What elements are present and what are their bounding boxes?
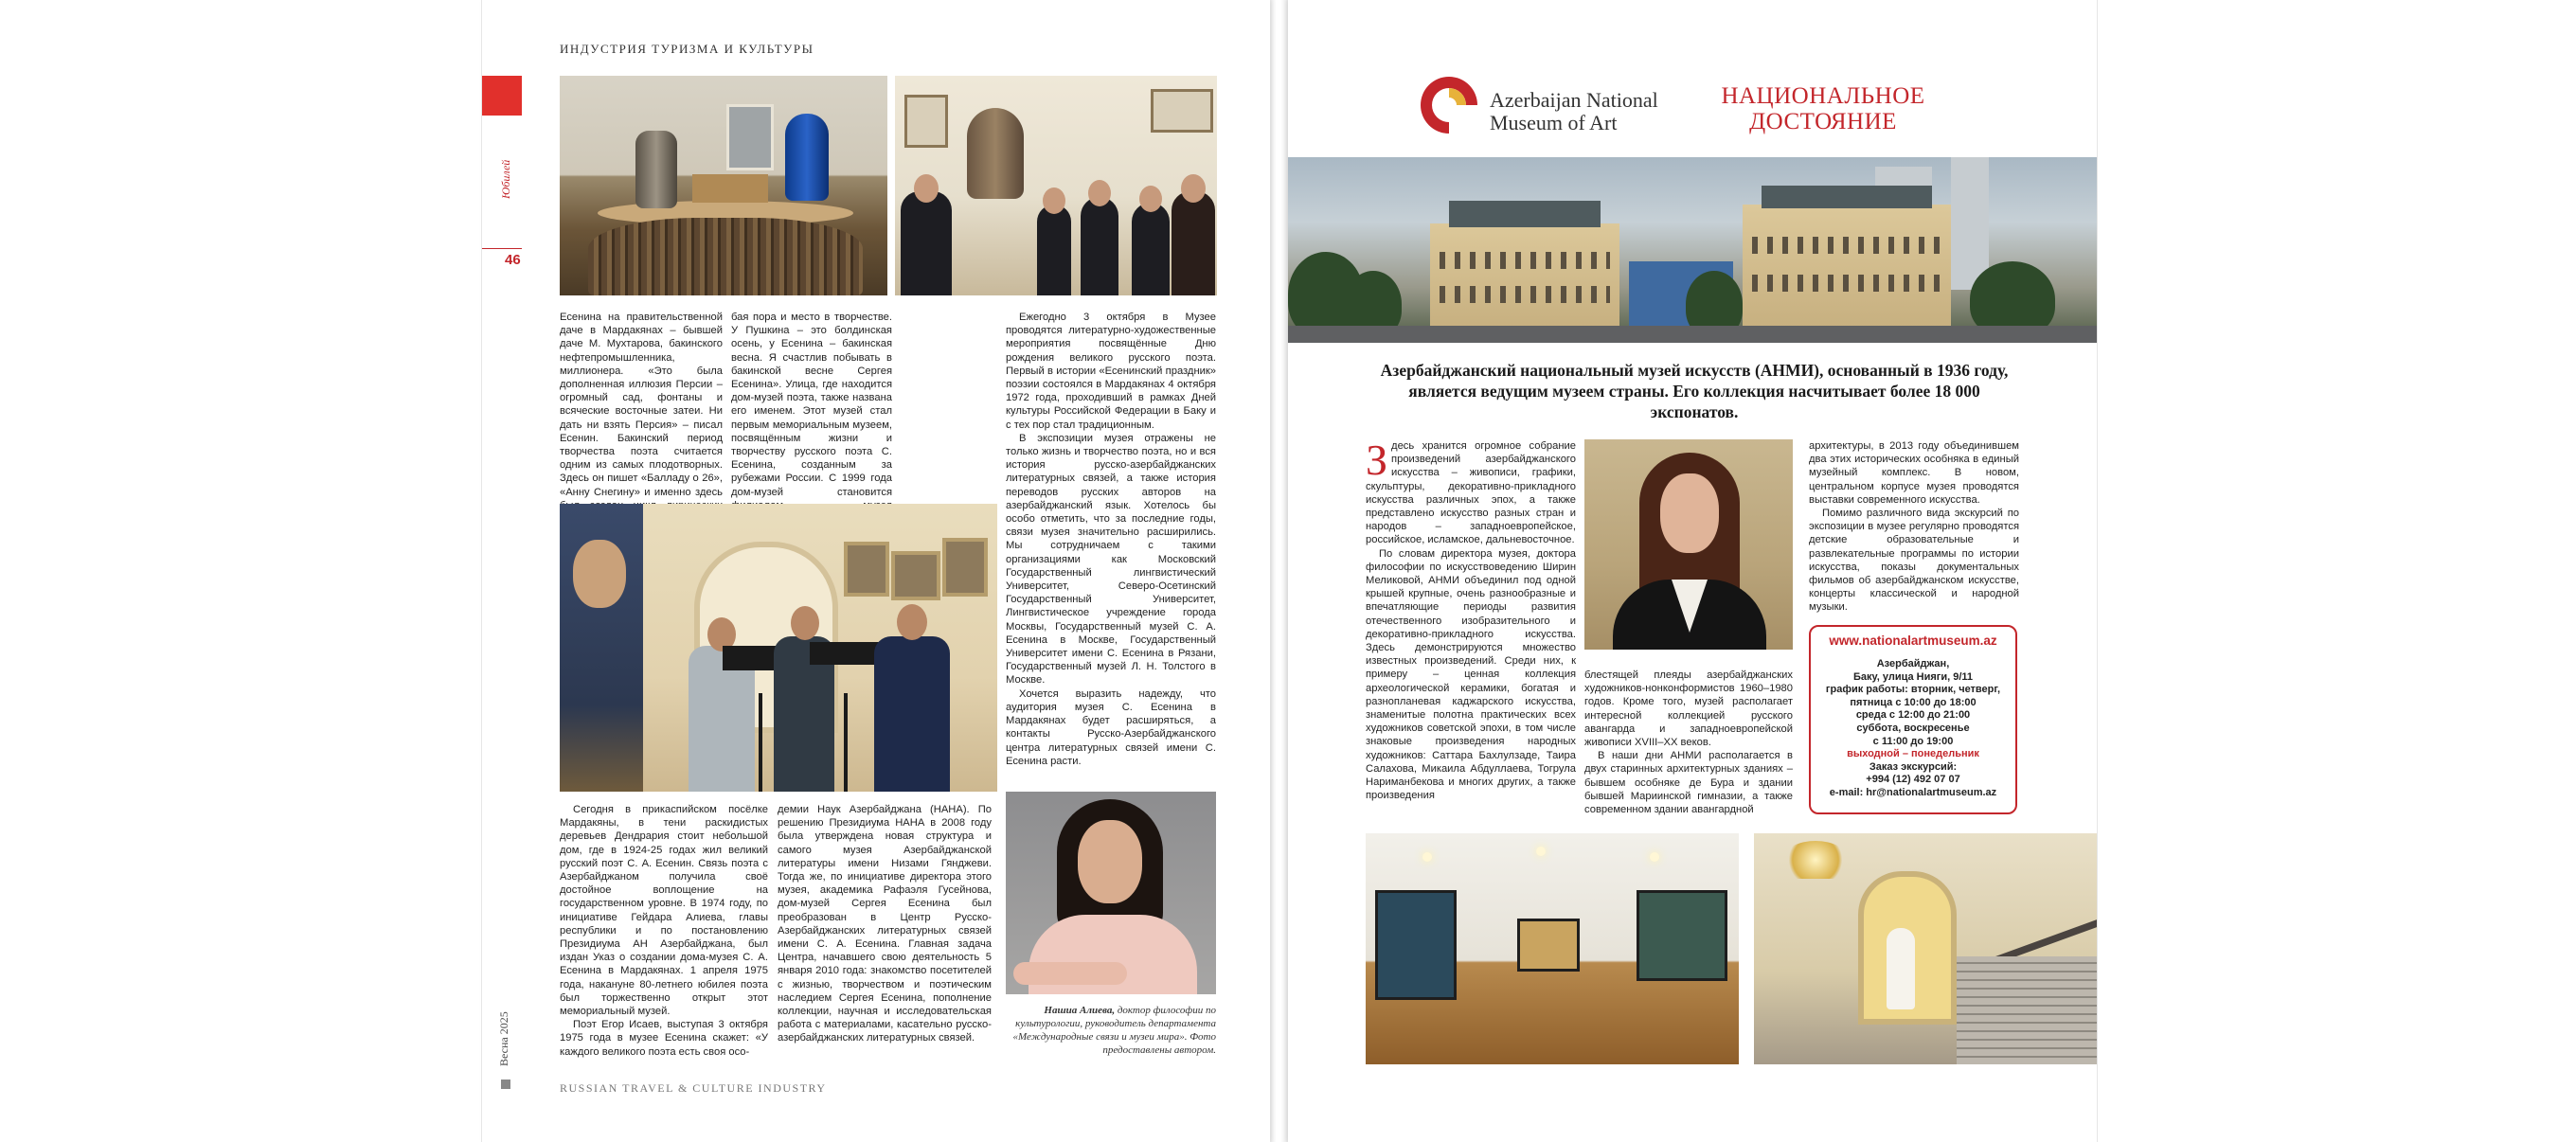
museum-info-box (1809, 625, 2017, 814)
footer-title: RUSSIAN TRAVEL & CULTURE INDUSTRY (560, 1081, 827, 1095)
info-address-street: Баку, улица Нияги, 9/11 (1852, 670, 1974, 683)
photo-museum-building (1288, 157, 2097, 343)
info-day-off: выходной – понедельник (1847, 748, 1979, 760)
info-phone: +994 (12) 492 07 07 (1866, 774, 1960, 786)
section-header: ИНДУСТРИЯ ТУРИЗМА И КУЛЬТУРЫ (560, 42, 814, 56)
right-page (1288, 0, 2098, 1142)
photo-samovar-exhibit (560, 76, 887, 295)
info-schedule-1: график работы: вторник, четверг, (1825, 684, 2001, 696)
footer-marker (501, 1080, 510, 1089)
section-tab-marker (482, 76, 522, 116)
photo-museum-staircase (1754, 833, 2097, 1064)
text-column-1-top: Есенина на правительственной даче в Мардакянах – бывшей даче М. Мухтарова, бакинского нефтепромышленника, миллионера. «Это была дополненная иллюзия Персии – огромный сад, фонтаны и всяческие восточные затеи. Ни дать ни взять Персия» – писал Есенин. Бакинский период творчества поэта считается одним из самых плодотворных. Здесь он пишет «Балладу о 26», «Анну Снегину» и именно здесь (560, 312, 723, 498)
right-text-column-3: архитектуры, в 2013 году объединившем два этих исторических особняка в единый музейный комплекс. В новом, центральном корпусе музея проводятся выставки современного искусства. Помимо различного вида экскурсий по экспозиции в музее регулярно проводятся детские образовательные и развлекательные программы по истории искусства, показы документальных фильмов об азербайджанском искусстве, концерты классической и народной музыки. (1809, 440, 2019, 614)
info-address-country: Азербайджан, (1876, 658, 1950, 669)
left-page (481, 0, 1270, 1142)
info-schedule-4: суббота, воскресенье (1856, 722, 1970, 734)
right-text-column-1: Здесь хранится огромное собрание произведений азербайджанского искусства – живописи, графики, скульптуры, декоративно-прикладного искусства различных эпох, а также представлено искусство разных стран и народов – западноевропейское, российское, исламское, дальневосточное. По словам директора музея, доктора философии по искусствоведению Ширин Меликовой, АНМИ объединил под одной крышей крупные, очень разнообразные и впечатляющие периоды развития отечественного изобразительного и декоративно-прикладного искусства. Здесь демонстрируются множество известных произведений. Среди них, к примеру – ценная коллекция археологической керамики, богатая и разнопланевая каджарского искусства, знаменитые полотна практических всех художников советской эпохи, в том числе знаковые произведения народных художников: Саттара Бахлулзаде, Таира Салахова, Микаила Абдуллаева, Тогрула Нариманбекова и многих других, а также произведения (1366, 436, 1576, 802)
info-schedule-2: пятница с 10:00 до 18:00 (1850, 696, 1977, 708)
lead-paragraph: Азербайджанский национальный музей искусств (АНМИ), основанный в 1936 году, является ведущим музеем страны. Его коллекция насчитывает более 18 000 экспонатов. (1380, 361, 2009, 421)
text-column-2-top: бая пора и место в творчестве. У Пушкина – это болдинская осень, у Есенина – бакинская весна. Я счастлив побывать в бакинской весне Сергея Есенина». Улица, где находится дом-музей поэта, также названа его именем. Этот музей стал первым мемориальным музеем, посвящённым жизни и творчеству русского поэта С. Есенина, созданным за рубежами России. С 1999 года дом-музей становится (731, 312, 892, 498)
photo-caption: Нашиа Алиева, доктор философии по культурологии, руководитель департамента «Международные связи и музеи мира». Фото предоставлены автором. (1012, 1005, 1216, 1056)
photo-author-portrait (1006, 792, 1216, 994)
museum-logo-text: Azerbaijan National Museum of Art (1490, 88, 1658, 134)
photo-gallery-hall (1366, 833, 1739, 1064)
page-number-rule (482, 248, 522, 249)
text-column-2-bottom: демии Наук Азербайджана (НАНА). По решению Президиума НАНА в 2008 году была утверждена новая структура и самого музея Азербайджанской литературы имени Низами Гянджеви. Тогда же, по инициативе директора этого музея, академика Рафаэля Гусейнова, дом-музей Сергея Есенина был преобразован в Центр Русско-Азербайджанских литературных связей имени С. А. Есенина. Главная задача Центра, начавшего свою деятельность 5 января 2010 года: знакомство посетителей с жизнью, творчеством и поэтическим наследием Сергея Есенина, пополнение коллекции, научная и исследовательская работа с материалами, касательно русско-азербайджанских литературных связей. (778, 804, 992, 1044)
text-column-1-bottom: Сегодня в прикаспийском посёлке Мардакяны, в тени раскидистых деревьев Дендрария стоит небольшой дом, где в 1924-25 годах жил великий русский поэт С. А. Есенин. Связь поэта с Азербайджаном получила своё достойное воплощение на государственном уровне. В 1974 году, по инициативе Гейдара Алиева, главы республики и по постановлению Президиума АН Азербайджана, был издан Указ о создании дома-музея С. А. Есенина в Мардакянах. 1 апреля 1975 года, накануне 80-летнего юбилея поэта был торжественно открыт этот мемориальный музей. Поэт Егор Исаев, выступая 3 октября 1975 года в музее Есенина скажет: «У каждого великого поэта есть своя осо- (560, 804, 768, 1058)
right-text-column-2: блестящей плеяды азербайджанских художников-нонконформистов 1960–1980 годов. Кроме того, музей располагает интересной коллекцией русского авангарда и западноевропейской живописи XVIII–XX веков. В наши дни АНМИ располагается в двух старинных архитектурных зданиях – бывшем особняке де Бура и здании бывшей Мариинской гимназии, а также современном здании авангардной (1584, 669, 1793, 816)
info-schedule-5: с 11:00 до 19:00 (1872, 735, 1954, 747)
drop-cap: З (1366, 436, 1388, 484)
page-number: 46 (505, 252, 521, 268)
photo-museum-visitors (895, 76, 1217, 295)
spread-gutter (1269, 0, 1288, 1142)
info-schedule-3: среда с 12:00 до 21:00 (1855, 709, 1971, 722)
text-column-3: Ежегодно 3 октября в Музее проводятся литературно-художественные мероприятия посвящённые Дню рождения великого русского поэта. Первый в истории «Есенинский праздник» поэзии состоялся в Мардакянах 4 октября 1972 года, проходивший в рамках Дней культуры Российской Федерации в Баку и с тех пор стал традиционным. В экспозиции музея отражены не только жизнь и творчество поэта, но и вся история русско-азербайджанских литературных связей, а также история переводов русских авторов на азербайджанский язык. Хотелось бы особо отметить, что за последние годы, связи музея значительно расширились. Мы сотрудничаем с такими организациями как Московский Государственный лингвистический Университет, Северо-Осетинский Государственный Университет, Лингвистическое учреждение города Москвы, Государственный музей С. А. Есенина в Москве, Государственный Университет имени С. Есенина в Рязани, Государственный музей Л. Н. Толстого в Москве. Хочется выразить надежду, что аудитория музея С. Есенина в Мардакянах будет расширяться, а контакты Русско-Азербайджанского центра литературных связей имени С. Есенина расти. (1006, 312, 1216, 767)
heritage-title: НАЦИОНАЛЬНОЕ ДОСТОЯНИЕ (1721, 83, 1925, 134)
photo-museum-director (1584, 439, 1793, 650)
info-email: e-mail: hr@nationalartmuseum.az (1829, 786, 1997, 798)
issue-season-label: Весна 2025 (497, 1011, 510, 1066)
museum-website-link[interactable]: www.nationalartmuseum.az (1829, 633, 1997, 648)
museum-logo-icon (1418, 74, 1480, 136)
info-booking-label: Заказ экскурсий: (1869, 760, 1958, 773)
photo-film-crew (560, 504, 997, 792)
magazine-vertical-label: Юбилей (499, 159, 512, 199)
